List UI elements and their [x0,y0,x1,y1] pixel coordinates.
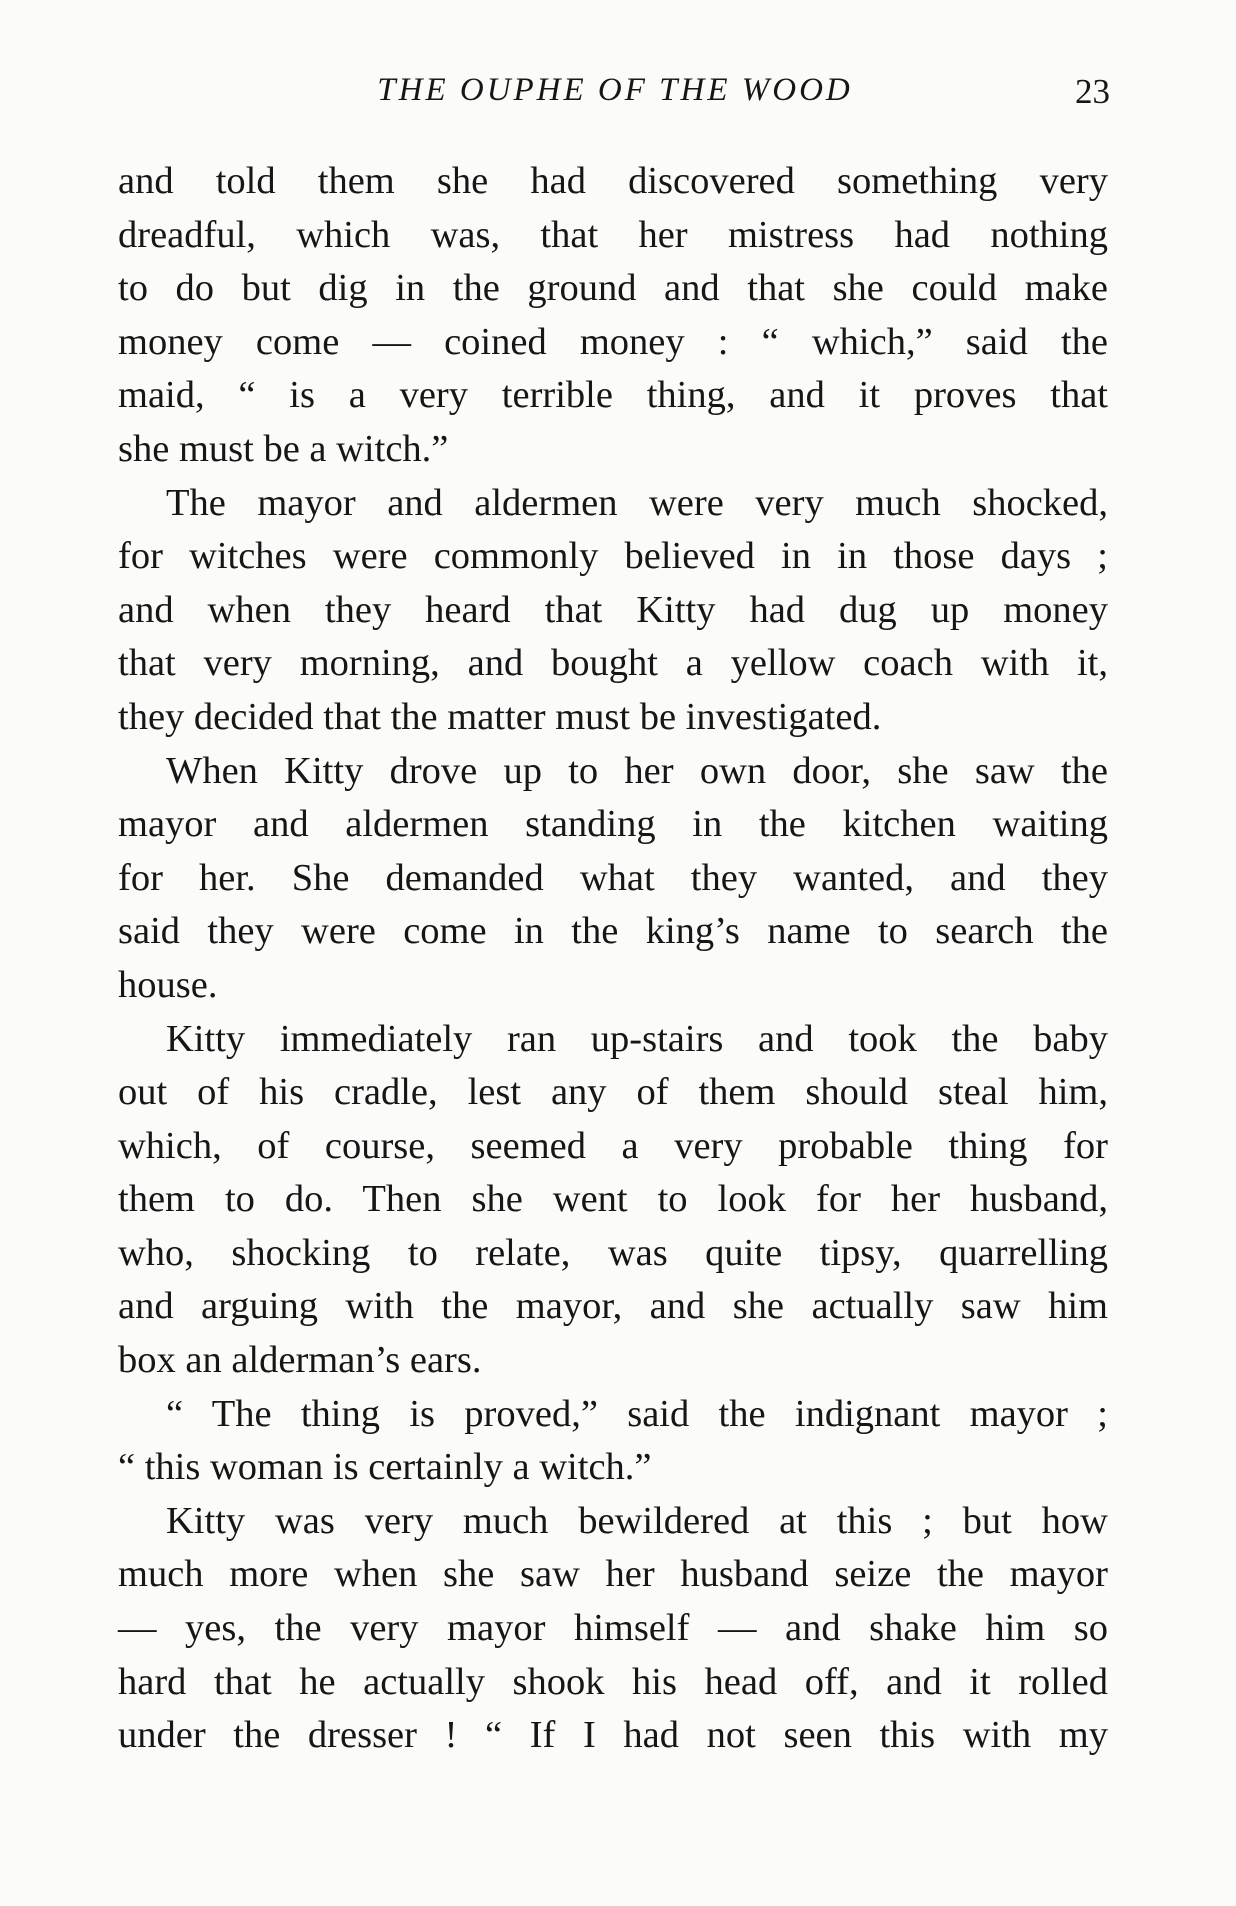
text-line: who, shocking to relate, was quite tipsy, quarrelling [118,1231,1108,1274]
text-line: said they were come in the king’s name to search the [118,910,1108,953]
text-line: they decided that the matter must be investigated. [118,695,882,738]
text-line: Kitty was very much bewildered at this ; but how [166,1499,1108,1542]
text-line: — yes, the very mayor himself — and shake him so [118,1607,1108,1650]
text-line: out of his cradle, lest any of them should steal him, [118,1071,1108,1114]
text-line: and arguing with the mayor, and she actually saw him [118,1285,1108,1328]
text-line: to do but dig in the ground and that she could make [118,267,1108,310]
text-line: for her. She demanded what they wanted, and they [118,856,1108,899]
text-line: and when they heard that Kitty had dug up money [118,588,1108,631]
running-head [120,72,1110,122]
text-line: house. [118,963,218,1006]
text-line: and told them she had discovered something very [118,160,1108,202]
text-line: money come — coined money : “ which,” said the [118,320,1108,363]
text-line: much more when she saw her husband seize the mayor [118,1553,1108,1596]
text-line: under the dresser ! “ If I had not seen this with my [118,1714,1108,1757]
text-line: for witches were commonly believed in in those days ; [118,535,1108,578]
body-text [118,155,1108,1763]
text-line: she must be a witch.” [118,427,449,470]
text-line: “ The thing is proved,” said the indignant mayor ; [166,1392,1108,1435]
text-line: them to do. Then she went to look for her husband, [118,1178,1108,1221]
text-line: that very morning, and bought a yellow coach with it, [118,642,1108,685]
text-line: mayor and aldermen standing in the kitchen waiting [118,803,1108,846]
text-line: hard that he actually shook his head off, and it rolled [118,1660,1108,1703]
running-title: THE OUPHE OF THE WOOD [377,72,853,108]
text-line: box an alderman’s ears. [118,1339,482,1382]
text-line: which, of course, seemed a very probable thing for [118,1124,1108,1167]
text-line: maid, “ is a very terrible thing, and it proves that [118,374,1108,417]
text-line: Kitty immediately ran up-stairs and took the baby [166,1017,1108,1060]
text-line: The mayor and aldermen were very much shocked, [166,481,1108,524]
page-number: 23 [1075,72,1110,111]
text-line: “ this woman is certainly a witch.” [118,1446,652,1489]
text-line: dreadful, which was, that her mistress had nothing [118,213,1108,256]
text-line: When Kitty drove up to her own door, she saw the [166,749,1108,792]
